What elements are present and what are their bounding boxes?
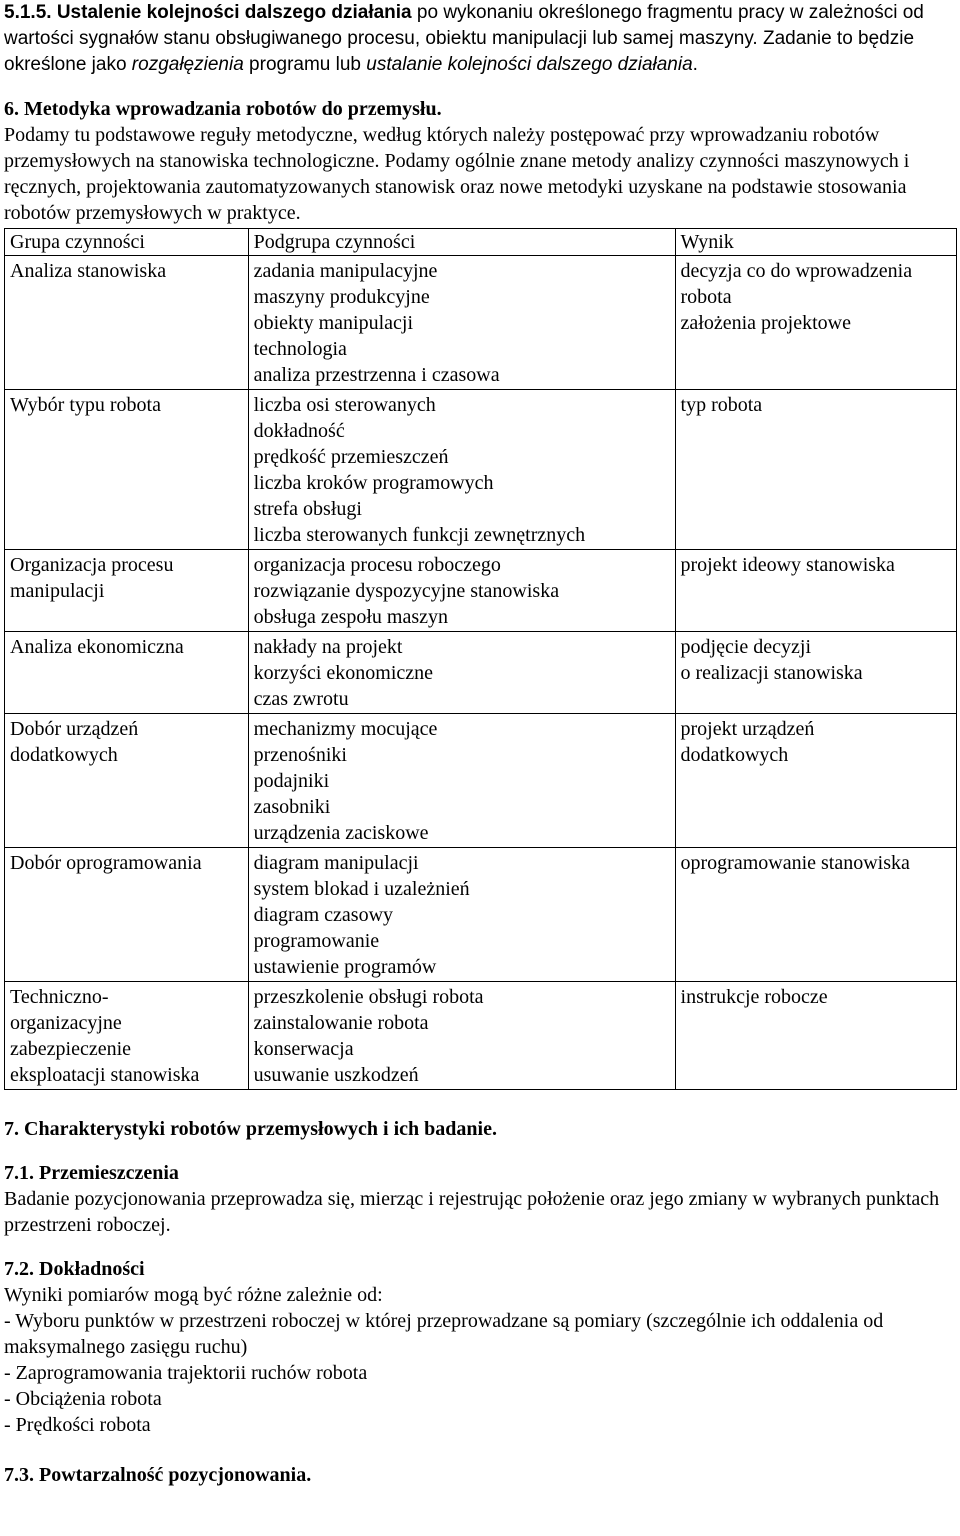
cell-group-line: Dobór urządzeń — [10, 718, 139, 740]
cell-subgroup-line: zadania manipulacyjne — [253, 260, 438, 282]
section-7-2-item: - Wyboru punktów w przestrzeni roboczej w której przeprowadzane są pomiary (szczególnie ich oddalenia od maksymalnego zasięgu ruchu) — [4, 1310, 884, 1358]
cell-subgroup-line: obiekty manipulacji — [253, 312, 414, 334]
cell-subgroup-line: strefa obsługi — [253, 498, 362, 520]
cell-subgroup-line: liczba sterowanych funkcji zewnętrznych — [253, 524, 586, 546]
cell-subgroup-line: korzyści ekonomiczne — [253, 662, 433, 684]
header-group: Grupa czynności — [5, 229, 249, 256]
cell-group — [5, 848, 249, 982]
table-row — [5, 714, 957, 848]
cell-subgroup-line: obsługa zespołu maszyn — [253, 606, 449, 628]
section-5-1-5-number: 5.1.5. — [4, 2, 52, 23]
cell-subgroup — [248, 714, 675, 848]
section-7-2-item: - Prędkości robota — [4, 1414, 151, 1436]
cell-group-line: manipulacji — [10, 580, 105, 602]
cell-group-line: Techniczno- — [10, 986, 109, 1008]
cell-subgroup — [248, 982, 675, 1090]
cell-result-line: robota — [680, 286, 732, 308]
cell-group-line: Analiza ekonomiczna — [10, 636, 184, 658]
cell-subgroup — [248, 848, 675, 982]
activity-groups-table — [4, 228, 957, 1090]
cell-subgroup-line: liczba osi sterowanych — [253, 394, 436, 416]
cell-subgroup — [248, 632, 675, 714]
cell-group — [5, 550, 249, 632]
cell-group — [5, 982, 249, 1090]
cell-subgroup-line: ustawienie programów — [253, 956, 437, 978]
section-7-2-item: - Zaprogramowania trajektorii ruchów robota — [4, 1362, 368, 1384]
cell-result — [675, 390, 956, 550]
cell-subgroup-line: diagram czasowy — [253, 904, 394, 926]
cell-subgroup-line: zainstalowanie robota — [253, 1012, 429, 1034]
document-page — [4, 0, 956, 1488]
cell-subgroup-line: rozwiązanie dyspozycyjne stanowiska — [253, 580, 560, 602]
cell-subgroup-line: przeszkolenie obsługi robota — [253, 986, 484, 1008]
cell-subgroup-line: nakłady na projekt — [253, 636, 403, 658]
section-7-3-heading: 7.3. Powtarzalność pozycjonowania. — [4, 1464, 312, 1486]
section-5-1-5-heading: Ustalenie kolejności dalszego działania — [56, 2, 412, 23]
cell-subgroup-line: analiza przestrzenna i czasowa — [253, 364, 500, 386]
table-row — [5, 982, 957, 1090]
cell-result — [675, 848, 956, 982]
section-6-heading: 6. Metodyka wprowadzania robotów do przemysłu. — [4, 98, 442, 120]
section-5-1-5-text-a: po wykonaniu określonego fragmentu pracy w zależności od wartości sygnałów stanu obsługiwanego procesu, obiektu manipulacji lub samej maszyny. Zadanie to będzie określone jako — [4, 2, 924, 75]
header-result: Wynik — [675, 229, 956, 256]
cell-group — [5, 390, 249, 550]
cell-result-line: założenia projektowe — [680, 312, 851, 334]
cell-group — [5, 714, 249, 848]
section-7-1-text: Badanie pozycjonowania przeprowadza się, mierząc i rejestrując położenie oraz jego zmiany w wybranych punktach przestrzeni roboczej. — [4, 1188, 940, 1236]
cell-result-line: projekt ideowy stanowiska — [680, 554, 895, 576]
cell-result-line: projekt urządzeń — [680, 718, 815, 740]
cell-result — [675, 632, 956, 714]
section-5-1-5-italic-2: ustalanie kolejności dalszego działania — [366, 54, 693, 75]
cell-subgroup-line: urządzenia zaciskowe — [253, 822, 429, 844]
cell-result — [675, 550, 956, 632]
section-7-2-intro: Wyniki pomiarów mogą być różne zależnie od: — [4, 1284, 383, 1306]
cell-group — [5, 632, 249, 714]
cell-subgroup-line: liczba kroków programowych — [253, 472, 494, 494]
cell-subgroup — [248, 256, 675, 390]
cell-subgroup-line: maszyny produkcyjne — [253, 286, 430, 308]
cell-group-line: organizacyjne — [10, 1012, 122, 1034]
cell-result-line: o realizacji stanowiska — [680, 662, 863, 684]
cell-subgroup-line: organizacja procesu roboczego — [253, 554, 501, 576]
cell-group-line: Analiza stanowiska — [10, 260, 167, 282]
section-5-1-5-paragraph — [4, 0, 956, 78]
cell-subgroup — [248, 550, 675, 632]
cell-subgroup-line: prędkość przemieszczeń — [253, 446, 449, 468]
cell-group — [5, 256, 249, 390]
section-5-1-5-text-c: . — [692, 54, 698, 75]
cell-result — [675, 714, 956, 848]
cell-subgroup-line: diagram manipulacji — [253, 852, 419, 874]
cell-subgroup-line: konserwacja — [253, 1038, 354, 1060]
cell-result-line: dodatkowych — [680, 744, 789, 766]
cell-result — [675, 256, 956, 390]
cell-subgroup-line: programowanie — [253, 930, 380, 952]
cell-result — [675, 982, 956, 1090]
table-row — [5, 848, 957, 982]
section-5-1-5-italic-1: rozgałęzienia — [131, 54, 244, 75]
cell-group-line: zabezpieczenie — [10, 1038, 132, 1060]
header-subgroup: Podgrupa czynności — [248, 229, 675, 256]
section-6-paragraph: Podamy tu podstawowe reguły metodyczne, według których należy postępować przy wprowadzaniu robotów przemysłowych na stanowiska technologiczne. Podamy ogólnie znane metody analizy czynności maszynowych i ręcznych, projektowania zautomatyzowanych stanowisk oraz nowe metodyki uzyskane na podstawie stosowania robotów przemysłowych w praktyce. — [4, 124, 910, 224]
table-header-row — [5, 229, 957, 256]
cell-result-line: oprogramowanie stanowiska — [680, 852, 910, 874]
section-7-heading: 7. Charakterystyki robotów przemysłowych i ich badanie. — [4, 1118, 497, 1140]
cell-group-line: Dobór oprogramowania — [10, 852, 202, 874]
cell-result-line: podjęcie decyzji — [680, 636, 812, 658]
cell-group-line: eksploatacji stanowiska — [10, 1064, 200, 1086]
table-body — [5, 256, 957, 1090]
table-row — [5, 550, 957, 632]
cell-subgroup-line: dokładność — [253, 420, 345, 442]
table-row — [5, 256, 957, 390]
cell-result-line: instrukcje robocze — [680, 986, 828, 1008]
cell-group-line: Organizacja procesu — [10, 554, 174, 576]
table-row — [5, 632, 957, 714]
section-5-1-5-text-b: programu lub — [243, 54, 367, 75]
cell-subgroup-line: podajniki — [253, 770, 330, 792]
cell-group-line: dodatkowych — [10, 744, 118, 766]
cell-subgroup-line: usuwanie uszkodzeń — [253, 1064, 419, 1086]
cell-subgroup-line: przenośniki — [253, 744, 347, 766]
table-row — [5, 390, 957, 550]
cell-subgroup-line: mechanizmy mocujące — [253, 718, 438, 740]
cell-subgroup-line: czas zwrotu — [253, 688, 349, 710]
cell-subgroup-line: technologia — [253, 338, 347, 360]
section-7-1-heading: 7.1. Przemieszczenia — [4, 1162, 179, 1184]
cell-subgroup — [248, 390, 675, 550]
cell-group-line: Wybór typu robota — [10, 394, 161, 416]
cell-result-line: typ robota — [680, 394, 763, 416]
section-7-2-item: - Obciążenia robota — [4, 1388, 162, 1410]
section-7-2-heading: 7.2. Dokładności — [4, 1258, 145, 1280]
cell-subgroup-line: zasobniki — [253, 796, 331, 818]
cell-subgroup-line: system blokad i uzależnień — [253, 878, 470, 900]
cell-result-line: decyzja co do wprowadzenia — [680, 260, 913, 282]
